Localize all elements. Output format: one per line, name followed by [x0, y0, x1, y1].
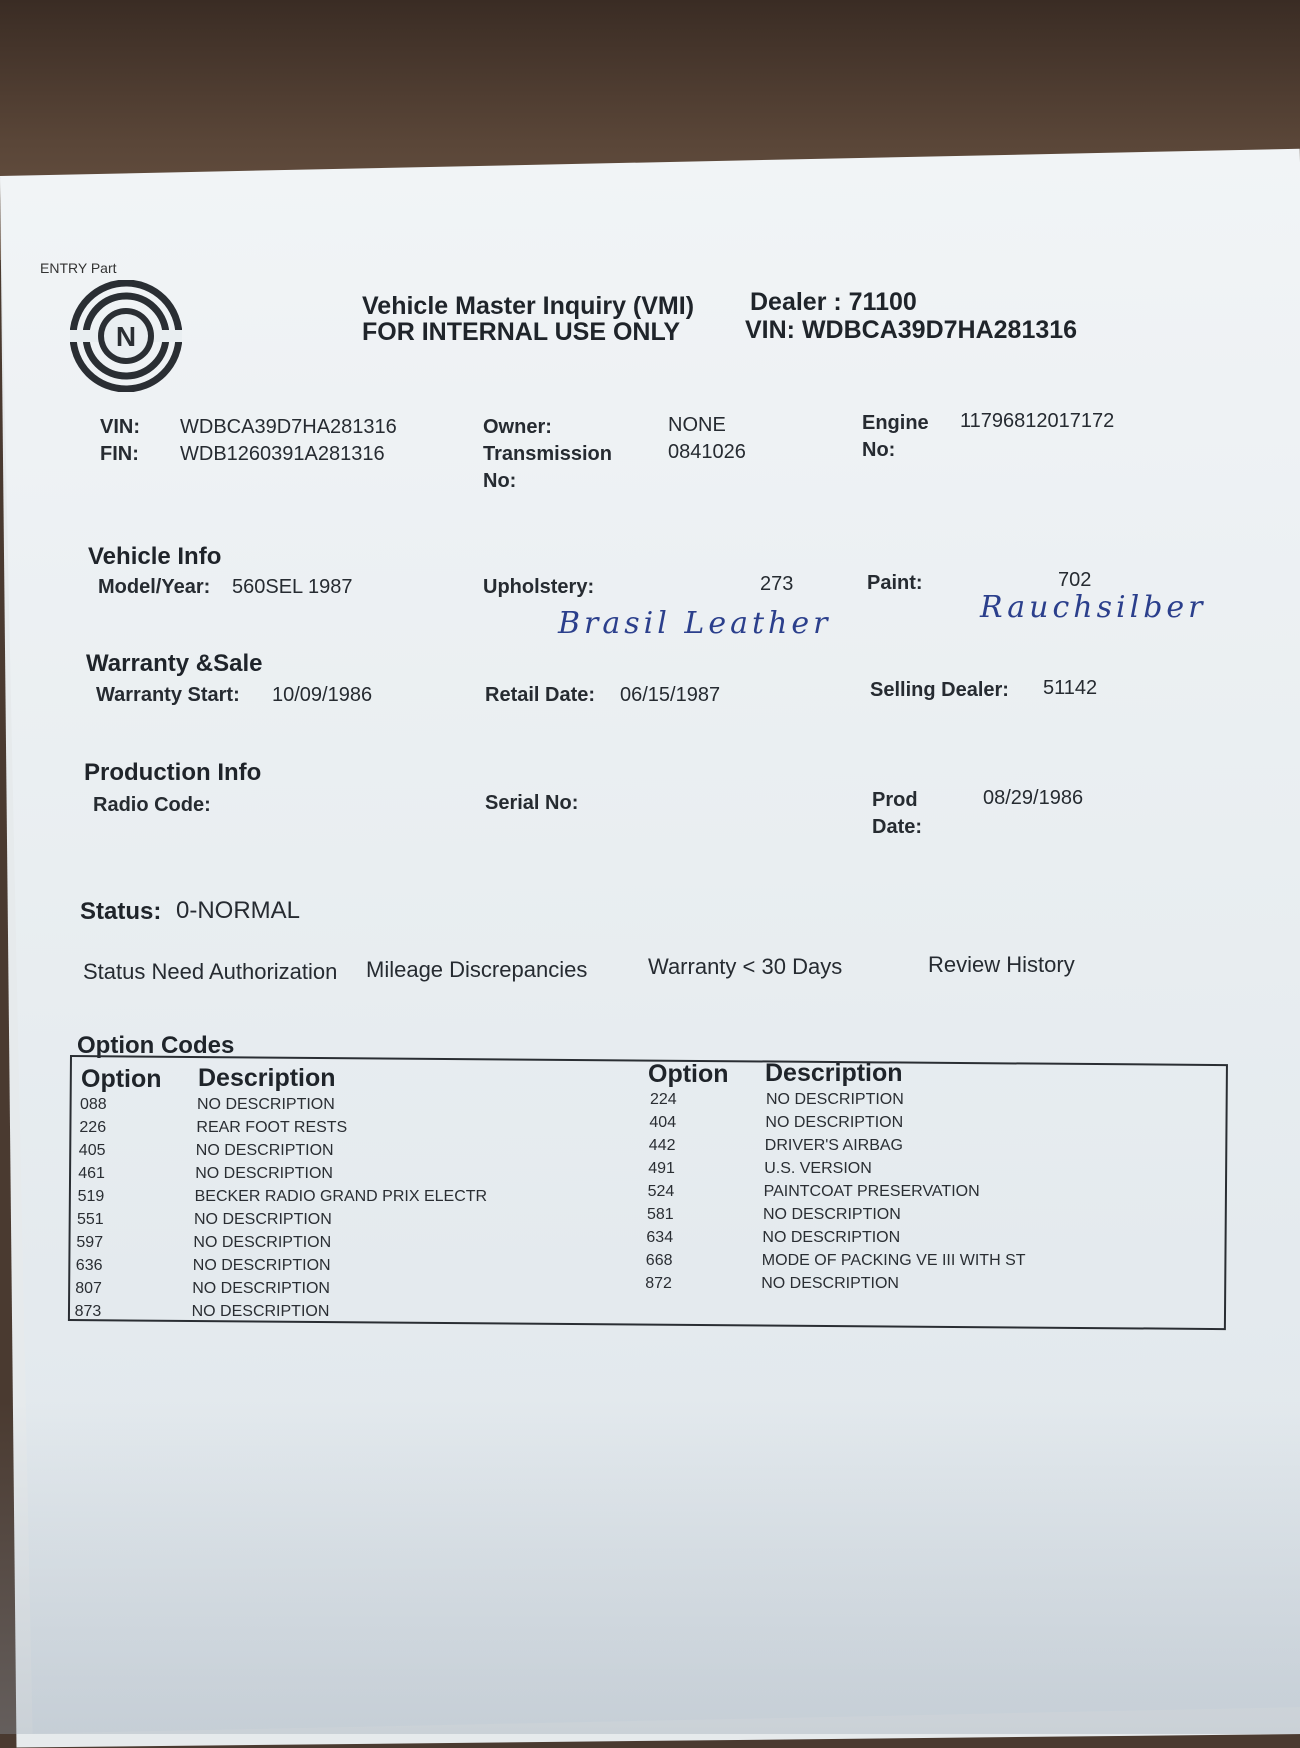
option-code-left: 226 [79, 1119, 107, 1136]
option-description-right: NO DESCRIPTION [763, 1206, 901, 1223]
prod-date-value: 08/29/1986 [983, 787, 1084, 809]
option-description-left: NO DESCRIPTION [192, 1257, 331, 1274]
option-description-right: NO DESCRIPTION [766, 1091, 904, 1108]
transmission-label-line2: No: [483, 470, 517, 492]
radio-code-label: Radio Code: [93, 794, 211, 816]
option-code-left: 807 [75, 1280, 102, 1297]
option-description-left: NO DESCRIPTION [194, 1211, 332, 1228]
report-title: Vehicle Master Inquiry (VMI) [362, 292, 695, 320]
option-code-left: 088 [80, 1096, 107, 1113]
option-description-right: MODE OF PACKING VE III WITH ST [761, 1252, 1026, 1269]
option-description-left: NO DESCRIPTION [193, 1234, 332, 1251]
option-code-left: 636 [75, 1257, 103, 1274]
option-code-right: 634 [646, 1229, 674, 1246]
paper-shadow [0, 1400, 1300, 1734]
description-col-header-left: Description [198, 1064, 336, 1092]
option-col-header-right: Option [648, 1060, 729, 1088]
option-code-left: 405 [78, 1142, 106, 1159]
description-col-header-right: Description [765, 1059, 903, 1087]
paint-label: Paint: [867, 572, 923, 594]
option-code-left: 873 [74, 1303, 102, 1320]
option-description-right: U.S. VERSION [764, 1160, 872, 1177]
vin-label: VIN: [100, 416, 140, 438]
option-code-left: 597 [76, 1234, 104, 1251]
vehicle-info-heading: Vehicle Info [88, 543, 222, 570]
prod-date-label-line2: Date: [872, 816, 923, 838]
option-description-right: PAINTCOAT PRESERVATION [763, 1183, 980, 1200]
logo-letter: N [115, 321, 137, 352]
option-description-left: REAR FOOT RESTS [196, 1119, 348, 1136]
prod-date-label: Prod [872, 789, 918, 811]
status-need-authorization[interactable]: Status Need Authorization [83, 959, 338, 984]
option-code-right: 491 [648, 1160, 675, 1177]
option-description-right: NO DESCRIPTION [761, 1275, 899, 1292]
selling-dealer-label: Selling Dealer: [870, 679, 1009, 701]
upholstery-handwritten-note: Brasil Leather [558, 606, 832, 641]
upholstery-value: 273 [760, 573, 794, 595]
option-description-right: NO DESCRIPTION [765, 1114, 904, 1131]
review-history[interactable]: Review History [928, 952, 1075, 977]
owner-label: Owner: [483, 416, 552, 438]
paint-handwritten-note: Rauchsilber [980, 590, 1207, 625]
selling-dealer-value: 51142 [1043, 677, 1098, 699]
engine-label-line2: No: [862, 439, 896, 461]
mileage-discrepancies[interactable]: Mileage Discrepancies [366, 957, 588, 982]
header-vin: VIN: WDBCA39D7HA281316 [745, 316, 1078, 344]
option-code-left: 519 [77, 1188, 105, 1205]
serial-no-label: Serial No: [485, 792, 579, 814]
dealer-number: Dealer : 71100 [750, 288, 917, 316]
production-info-heading: Production Info [84, 759, 262, 786]
paint-value: 702 [1058, 569, 1092, 591]
warranty-start-label: Warranty Start: [96, 684, 240, 706]
model-label: Model/Year: [98, 576, 211, 598]
option-description-left: NO DESCRIPTION [195, 1142, 334, 1159]
option-code-right: 404 [649, 1114, 677, 1131]
corner-label: ENTRY Part [40, 260, 117, 276]
option-code-right: 668 [645, 1252, 673, 1269]
option-col-header-left: Option [81, 1065, 162, 1093]
warranty-under-30-days[interactable]: Warranty < 30 Days [648, 954, 843, 979]
engine-value: 11796812017172 [960, 410, 1115, 432]
option-description-right: NO DESCRIPTION [762, 1229, 901, 1246]
option-code-right: 872 [645, 1275, 672, 1292]
retail-date-value: 06/15/1987 [620, 684, 721, 706]
owner-value: NONE [668, 414, 726, 436]
transmission-value: 0841026 [668, 441, 746, 463]
option-description-left: NO DESCRIPTION [195, 1165, 333, 1182]
dealer-logo-icon [70, 280, 182, 392]
option-code-right: 442 [648, 1137, 676, 1154]
status-value: 0-NORMAL [176, 897, 301, 924]
report-subtitle: FOR INTERNAL USE ONLY [362, 318, 681, 346]
option-code-right: 524 [647, 1183, 675, 1200]
vin-value: WDBCA39D7HA281316 [180, 416, 397, 438]
status-label: Status: [80, 898, 162, 925]
retail-date-label: Retail Date: [485, 684, 596, 706]
warranty-heading: Warranty &Sale [86, 650, 263, 677]
transmission-label: Transmission [483, 443, 612, 465]
warranty-start-value: 10/09/1986 [272, 684, 373, 706]
engine-label: Engine [862, 412, 929, 434]
upholstery-label: Upholstery: [483, 576, 595, 598]
option-code-right: 581 [647, 1206, 674, 1223]
option-description-left: NO DESCRIPTION [197, 1096, 335, 1113]
fin-value: WDB1260391A281316 [180, 443, 385, 465]
option-description-left: BECKER RADIO GRAND PRIX ELECTR [194, 1188, 488, 1205]
option-code-left: 551 [77, 1211, 104, 1228]
option-description-right: DRIVER'S AIRBAG [764, 1137, 903, 1154]
fin-label: FIN: [100, 443, 139, 465]
option-codes-heading: Option Codes [77, 1032, 235, 1059]
option-code-left: 461 [78, 1165, 105, 1182]
option-description-left: NO DESCRIPTION [191, 1303, 330, 1320]
model-value: 560SEL 1987 [232, 576, 353, 598]
option-description-left: NO DESCRIPTION [192, 1280, 330, 1297]
option-code-right: 224 [650, 1091, 677, 1108]
